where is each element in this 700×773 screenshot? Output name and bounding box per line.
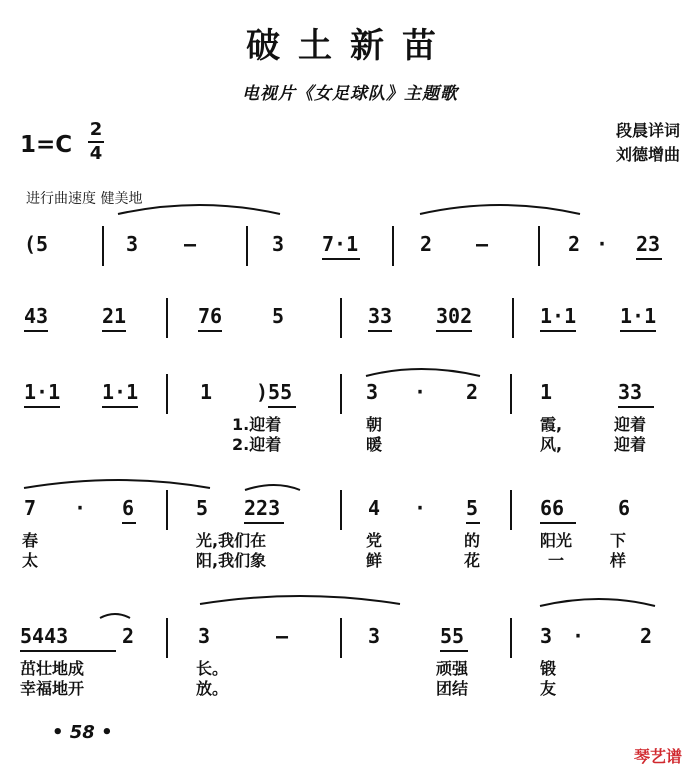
lyric: 茁壮地成 xyxy=(20,659,85,678)
underline xyxy=(636,258,662,260)
lyric: 放。 xyxy=(196,679,229,698)
lyric: 暖 xyxy=(366,435,383,454)
lyric: 长。 xyxy=(196,659,229,678)
underline xyxy=(268,406,296,408)
lyric: 迎着 xyxy=(614,435,647,454)
lyric: 1.迎着 xyxy=(232,415,282,434)
barline xyxy=(510,490,512,530)
note: 5 xyxy=(196,496,209,520)
barline xyxy=(166,374,168,414)
slur xyxy=(420,205,580,214)
score-row-3 xyxy=(0,380,700,454)
note: (5 xyxy=(24,232,49,256)
note: 55 xyxy=(440,624,465,648)
barline xyxy=(340,618,342,658)
lyric: 党 xyxy=(366,531,383,550)
note: · xyxy=(596,232,609,256)
lyric: 幸福地开 xyxy=(20,679,85,698)
time-signature-top: 2 xyxy=(89,119,103,140)
composer-credit: 刘德增曲 xyxy=(615,145,680,164)
score-row-5 xyxy=(0,624,700,698)
note: – xyxy=(276,624,289,648)
underline xyxy=(198,330,222,332)
barline xyxy=(166,618,168,658)
underline xyxy=(440,650,468,652)
barline xyxy=(166,298,168,338)
note: 3 xyxy=(368,624,381,648)
barline xyxy=(512,298,514,338)
note: 6 xyxy=(618,496,631,520)
note: 66 xyxy=(540,496,565,520)
note: 5443 xyxy=(20,624,69,648)
barline xyxy=(102,226,104,266)
slur xyxy=(100,614,130,618)
barline xyxy=(340,374,342,414)
underline xyxy=(244,522,284,524)
lyric: 风, xyxy=(540,435,563,454)
lyric: 花 xyxy=(464,551,481,570)
note: )55 xyxy=(256,380,293,404)
note: 2 xyxy=(568,232,581,256)
underline xyxy=(102,406,138,408)
underline xyxy=(322,258,360,260)
lyric: 鲜 xyxy=(366,551,383,570)
note: – xyxy=(476,232,489,256)
barline xyxy=(538,226,540,266)
note: · xyxy=(414,380,427,404)
underline xyxy=(368,330,392,332)
note: 33 xyxy=(618,380,643,404)
lyric: 太 xyxy=(22,551,39,570)
note: 1·1 xyxy=(24,380,61,404)
lyric: 朝 xyxy=(366,415,383,434)
note: 7·1 xyxy=(322,232,359,256)
lyric: 阳,我们象 xyxy=(196,551,267,570)
barline xyxy=(246,226,248,266)
underline xyxy=(102,330,126,332)
note: 1·1 xyxy=(620,304,657,328)
slur xyxy=(118,205,280,214)
underline xyxy=(620,330,656,332)
note: 2 xyxy=(640,624,653,648)
underline xyxy=(540,522,576,524)
underline xyxy=(24,406,60,408)
note: 4 xyxy=(368,496,381,520)
barline xyxy=(510,374,512,414)
note: 1·1 xyxy=(540,304,577,328)
lyric: 友 xyxy=(540,679,557,698)
score-row-4 xyxy=(0,496,700,570)
note: 21 xyxy=(102,304,127,328)
barline xyxy=(510,618,512,658)
lyric: 春 xyxy=(22,531,39,550)
barline xyxy=(340,490,342,530)
lyric: 下 xyxy=(610,531,627,550)
lyric: 2.迎着 xyxy=(232,435,282,454)
slur xyxy=(200,596,400,604)
note: 1·1 xyxy=(102,380,139,404)
score-row-2 xyxy=(0,304,700,364)
lyric: 顽强 xyxy=(436,659,469,678)
key-signature: 1=C xyxy=(20,132,73,158)
time-signature-bottom: 4 xyxy=(89,143,103,164)
note: 5 xyxy=(466,496,479,520)
note: 1 xyxy=(540,380,553,404)
note: 302 xyxy=(436,304,473,328)
page-title: 破土新苗 xyxy=(246,26,454,66)
underline xyxy=(24,330,48,332)
note: 3 xyxy=(126,232,139,256)
note: – xyxy=(184,232,197,256)
note: 6 xyxy=(122,496,135,520)
underline xyxy=(20,650,116,652)
note: 1 xyxy=(200,380,213,404)
note: 23 xyxy=(636,232,661,256)
note: 3 xyxy=(540,624,553,648)
lyric: 阳光 xyxy=(540,531,573,550)
note: 76 xyxy=(198,304,223,328)
lyricist-credit: 段晨详词 xyxy=(615,121,680,140)
lyric: 霞, xyxy=(540,415,563,434)
note: 33 xyxy=(368,304,393,328)
slur xyxy=(24,480,210,488)
subtitle: 电视片《女足球队》主题歌 xyxy=(242,84,458,104)
barline xyxy=(340,298,342,338)
watermark-logo: 琴艺谱 xyxy=(633,747,682,766)
lyric: 光,我们在 xyxy=(196,531,267,550)
note: 3 xyxy=(272,232,285,256)
underline xyxy=(618,406,654,408)
note: 43 xyxy=(24,304,49,328)
barline xyxy=(392,226,394,266)
note: · xyxy=(414,496,427,520)
note: 3 xyxy=(198,624,211,648)
note: · xyxy=(572,624,585,648)
note: 223 xyxy=(244,496,281,520)
page-number: • 58 • xyxy=(52,722,113,743)
lyric: 迎着 xyxy=(614,415,647,434)
note: 2 xyxy=(122,624,135,648)
underline xyxy=(122,522,136,524)
note: 5 xyxy=(272,304,285,328)
lyric: 样 xyxy=(610,551,627,570)
slur xyxy=(366,369,480,376)
barline xyxy=(166,490,168,530)
underline xyxy=(466,522,480,524)
lyric: 锻 xyxy=(540,659,557,678)
tempo-marking: 进行曲速度 健美地 xyxy=(26,191,143,207)
note: 2 xyxy=(420,232,433,256)
slur xyxy=(245,485,300,490)
lyric: 一 xyxy=(548,551,565,570)
note: · xyxy=(74,496,87,520)
lyric: 团结 xyxy=(436,679,469,698)
note: 7 xyxy=(24,496,37,520)
note: 3 xyxy=(366,380,379,404)
note: 2 xyxy=(466,380,479,404)
score-row-1 xyxy=(0,232,700,292)
slur xyxy=(540,599,655,606)
underline xyxy=(436,330,472,332)
underline xyxy=(540,330,576,332)
lyric: 的 xyxy=(464,531,481,550)
